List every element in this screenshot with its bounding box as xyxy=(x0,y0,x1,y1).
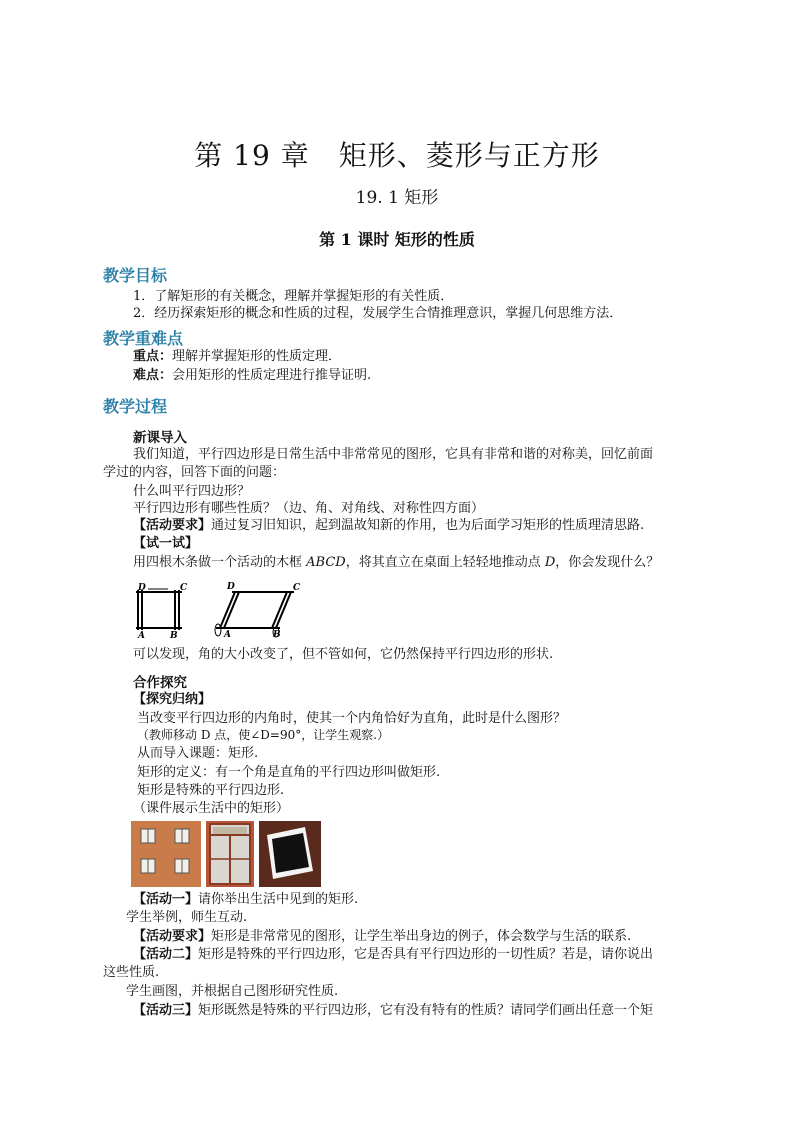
activity-2-cont: 这些性质. xyxy=(103,965,160,980)
explore-question: 当改变平行四边形的内角时，使其一个内角恰好为直角，此时是什么图形？ xyxy=(137,711,567,726)
act2-text: 矩形是特殊的平行四边形，它是否具有平行四边形的一切性质？若是，请你说出 xyxy=(198,947,654,962)
req2-text: 矩形是非常常见的图形，让学生举出身边的例子，体会数学与生活的联系. xyxy=(211,929,632,944)
req1-label: 【活动要求】 xyxy=(133,518,212,533)
act3-text: 矩形既然是特殊的平行四边形，它有没有特有的性质？请同学们画出任意一个矩 xyxy=(198,1003,654,1018)
try-text-c: ，你会发现什么？ xyxy=(555,555,660,570)
difficult-text: 会用矩形的性质定理进行推导证明. xyxy=(172,368,372,383)
key-text: 理解并掌握矩形的性质定理． xyxy=(172,349,342,364)
act3-label: 【活动三】 xyxy=(133,1003,199,1018)
try-abcd: ABCD xyxy=(306,555,346,570)
label-a-small: A xyxy=(138,631,145,641)
label-c-large: C xyxy=(293,583,301,593)
observation: 可以发现，角的大小改变了，但不管如何，它仍然保持平行四边形的形状. xyxy=(133,647,554,662)
goal-2: 2．经历探索矩形的概念和性质的过程，发展学生合情推理意识，掌握几何思维方法． xyxy=(133,306,623,321)
section-title: 19. 1 矩形 xyxy=(355,188,439,208)
req2-label: 【活动要求】 xyxy=(133,929,212,944)
label-a-large: A xyxy=(224,630,231,640)
activity-requirement-1 xyxy=(133,517,644,534)
act2-label: 【活动二】 xyxy=(133,947,199,962)
rectangle-frame xyxy=(136,589,182,630)
chapter-title: 第 19 章 矩形、菱形与正方形 xyxy=(194,139,600,172)
picture-frame-photo xyxy=(259,821,321,887)
goal-1: 1．了解矩形的有关概念，理解并掌握矩形的有关性质． xyxy=(133,289,454,304)
label-c-small: C xyxy=(180,583,188,593)
label-d-small: D xyxy=(138,583,146,593)
lesson-title: 第 1 课时 矩形的性质 xyxy=(319,230,475,249)
activity-requirement-2 xyxy=(133,928,631,945)
activity-2-note: 学生画图，并根据自己图形研究性质. xyxy=(126,984,339,999)
intro-heading: 新课导入 xyxy=(133,430,187,446)
difficult-label: 难点： xyxy=(133,368,173,383)
act1-label: 【活动一】 xyxy=(133,892,199,907)
act1-text: 请你举出生活中见到的矩形. xyxy=(198,892,359,907)
courseware-note: （课件展示生活中的矩形） xyxy=(133,801,290,816)
difficult-point xyxy=(133,367,371,384)
try-d: D xyxy=(544,555,556,570)
rectangle-definition: 矩形的定义：有一个角是直角的平行四边形叫做矩形. xyxy=(137,765,441,780)
activity-2 xyxy=(133,946,653,963)
try-text-b: ，将其直立在桌面上轻轻地推动点 xyxy=(345,555,545,570)
process-heading: 教学过程 xyxy=(103,397,168,416)
activity-1-note: 学生举例，师生互动. xyxy=(126,910,248,925)
label-b-small: B xyxy=(170,631,178,641)
explore-label: 【探究归纳】 xyxy=(133,692,212,707)
cooperation-heading: 合作探究 xyxy=(133,675,187,691)
try-label: 【试一试】 xyxy=(133,536,199,551)
special-statement: 矩形是特殊的平行四边形. xyxy=(137,783,285,798)
activity-1 xyxy=(133,891,358,908)
label-b-large: B xyxy=(273,630,281,640)
frame-figure xyxy=(130,580,310,642)
lead-topic: 从而导入课题：矩形. xyxy=(137,746,259,761)
try-text xyxy=(133,554,659,571)
intro-line-2: 学过的内容，回答下面的问题： xyxy=(103,465,286,480)
req1-text: 通过复习旧知识，起到温故知新的作用，也为后面学习矩形的性质理清思路. xyxy=(211,518,645,533)
label-d-large: D xyxy=(227,582,235,592)
question-2: 平行四边形有哪些性质？（边、角、对角线、对称性四方面） xyxy=(133,501,485,516)
goals-heading: 教学目标 xyxy=(103,266,168,285)
question-1: 什么叫平行四边形？ xyxy=(133,484,251,499)
try-text-a: 用四根木条做一个活动的木框 xyxy=(133,555,307,570)
building-windows-photo xyxy=(131,821,201,887)
activity-3 xyxy=(133,1002,653,1019)
key-label: 重点： xyxy=(133,349,173,364)
keypoints-heading: 教学重难点 xyxy=(103,329,184,348)
key-point xyxy=(133,348,341,365)
door-window-photo xyxy=(206,821,254,887)
intro-line-1: 我们知道，平行四边形是日常生活中非常常见的图形，它具有非常和谐的对称美，回忆前面 xyxy=(133,447,654,462)
explore-note: （教师移动 D 点，使∠D=90°，让学生观察.） xyxy=(137,728,390,742)
